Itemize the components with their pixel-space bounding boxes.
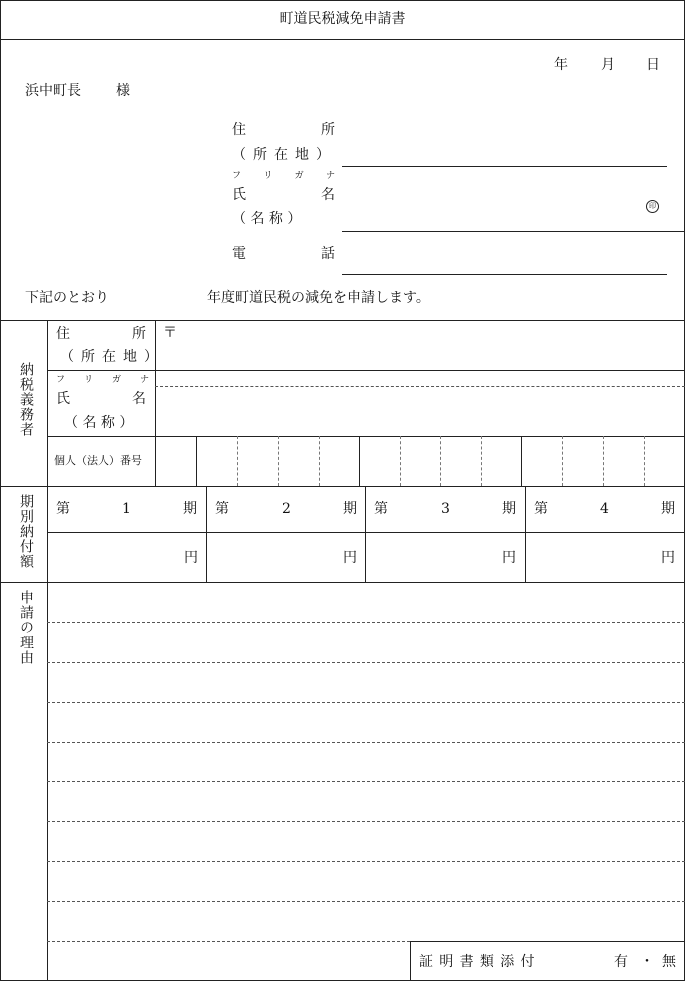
installment-header-divider — [47, 532, 685, 533]
installment-suffix: 期 — [661, 501, 675, 517]
reason-line — [47, 941, 410, 942]
attachment-box-left — [410, 941, 411, 981]
label-column-divider — [47, 320, 48, 981]
installment-period-2: 2 — [282, 501, 291, 517]
installment-suffix: 期 — [183, 501, 197, 517]
applicant-phone-field[interactable] — [342, 274, 667, 275]
addressee-honorific: 様 — [116, 83, 130, 99]
reason-section-label: 申請の理由 — [18, 590, 34, 665]
installment-amount-field-1[interactable] — [50, 536, 175, 578]
installment-prefix: 第 — [215, 501, 229, 517]
applicant-phone-label-1: 電 — [232, 246, 246, 262]
applicant-name-label-1: 氏 — [232, 187, 246, 203]
taxpayer-address-label-2: 所 — [132, 326, 146, 342]
taxpayer-address-field[interactable] — [178, 322, 678, 368]
installment-currency: 円 — [502, 550, 516, 566]
applicant-name-field[interactable] — [342, 231, 685, 232]
applicant-name-label-2: 名 — [321, 187, 335, 203]
reason-text-area[interactable] — [52, 586, 678, 938]
frame-top — [0, 0, 685, 1]
page-title: 町道民税減免申請書 — [279, 11, 406, 27]
date-day: 日 — [646, 57, 660, 73]
taxpayer-furigana-line — [155, 386, 685, 387]
applicant-furigana: フ リ ガ ナ — [232, 171, 335, 181]
installment-col-divider — [206, 486, 207, 582]
addressee-name: 浜中町長 — [25, 83, 81, 99]
applicant-address-label-1: 住 — [232, 122, 246, 138]
installment-divider — [0, 582, 685, 583]
attachment-label: 証明書類添付 — [419, 954, 541, 970]
installment-prefix: 第 — [534, 501, 548, 517]
statement-right: 年度町道民税の減免を申請します。 — [207, 290, 430, 306]
applicant-phone-label-2: 話 — [321, 246, 335, 262]
statement-left: 下記のとおり — [25, 290, 109, 306]
date-month: 月 — [601, 57, 615, 73]
attachment-separator: ・ — [640, 954, 654, 970]
date-year: 年 — [554, 57, 568, 73]
installment-currency: 円 — [343, 550, 357, 566]
installment-col-divider — [365, 486, 366, 582]
installment-period-4: 4 — [600, 501, 609, 517]
installment-suffix: 期 — [502, 501, 516, 517]
installment-amount-field-3[interactable] — [369, 536, 494, 578]
taxpayer-furigana: フ リ ガ ナ — [56, 375, 149, 385]
taxpayer-section-label: 納税義務者 — [18, 362, 34, 437]
taxpayer-address-bottom — [47, 370, 685, 371]
installment-prefix: 第 — [56, 501, 70, 517]
taxpayer-name-sub: （ 名 称 ） — [64, 415, 134, 431]
installment-period-1: 1 — [122, 501, 131, 517]
applicant-address-field[interactable] — [342, 166, 667, 167]
attachment-box-top — [410, 941, 685, 942]
installment-period-3: 3 — [441, 501, 450, 517]
installment-section-label: 期別納付額 — [18, 494, 34, 569]
installment-currency: 円 — [661, 550, 675, 566]
taxpayer-address-sub: （所在地） — [60, 349, 165, 365]
seal-icon: 印 — [646, 200, 659, 213]
postal-mark-icon: 〒 — [163, 325, 177, 341]
title-divider — [0, 39, 685, 40]
taxpayer-divider — [0, 486, 685, 487]
installment-currency: 円 — [184, 550, 198, 566]
installment-amount-field-4[interactable] — [529, 536, 654, 578]
id-number-label: 個人（法人）番号 — [54, 454, 142, 467]
taxpayer-address-label-1: 住 — [56, 326, 70, 342]
taxpayer-name-label-1: 氏 — [56, 391, 70, 407]
taxpayer-name-label-2: 名 — [132, 391, 146, 407]
installment-amount-field-2[interactable] — [210, 536, 335, 578]
installment-prefix: 第 — [374, 501, 388, 517]
attachment-yes-option[interactable]: 有 — [614, 954, 628, 970]
applicant-address-sub: （所在地） — [232, 147, 337, 163]
frame-left — [0, 0, 1, 981]
installment-suffix: 期 — [343, 501, 357, 517]
header-divider — [0, 320, 685, 321]
installment-col-divider — [525, 486, 526, 582]
id-number-field[interactable] — [156, 437, 684, 485]
attachment-no-option[interactable]: 無 — [662, 954, 676, 970]
applicant-name-sub: （ 名 称 ） — [232, 211, 302, 227]
taxpayer-name-field[interactable] — [158, 390, 678, 434]
applicant-address-label-2: 所 — [321, 122, 335, 138]
